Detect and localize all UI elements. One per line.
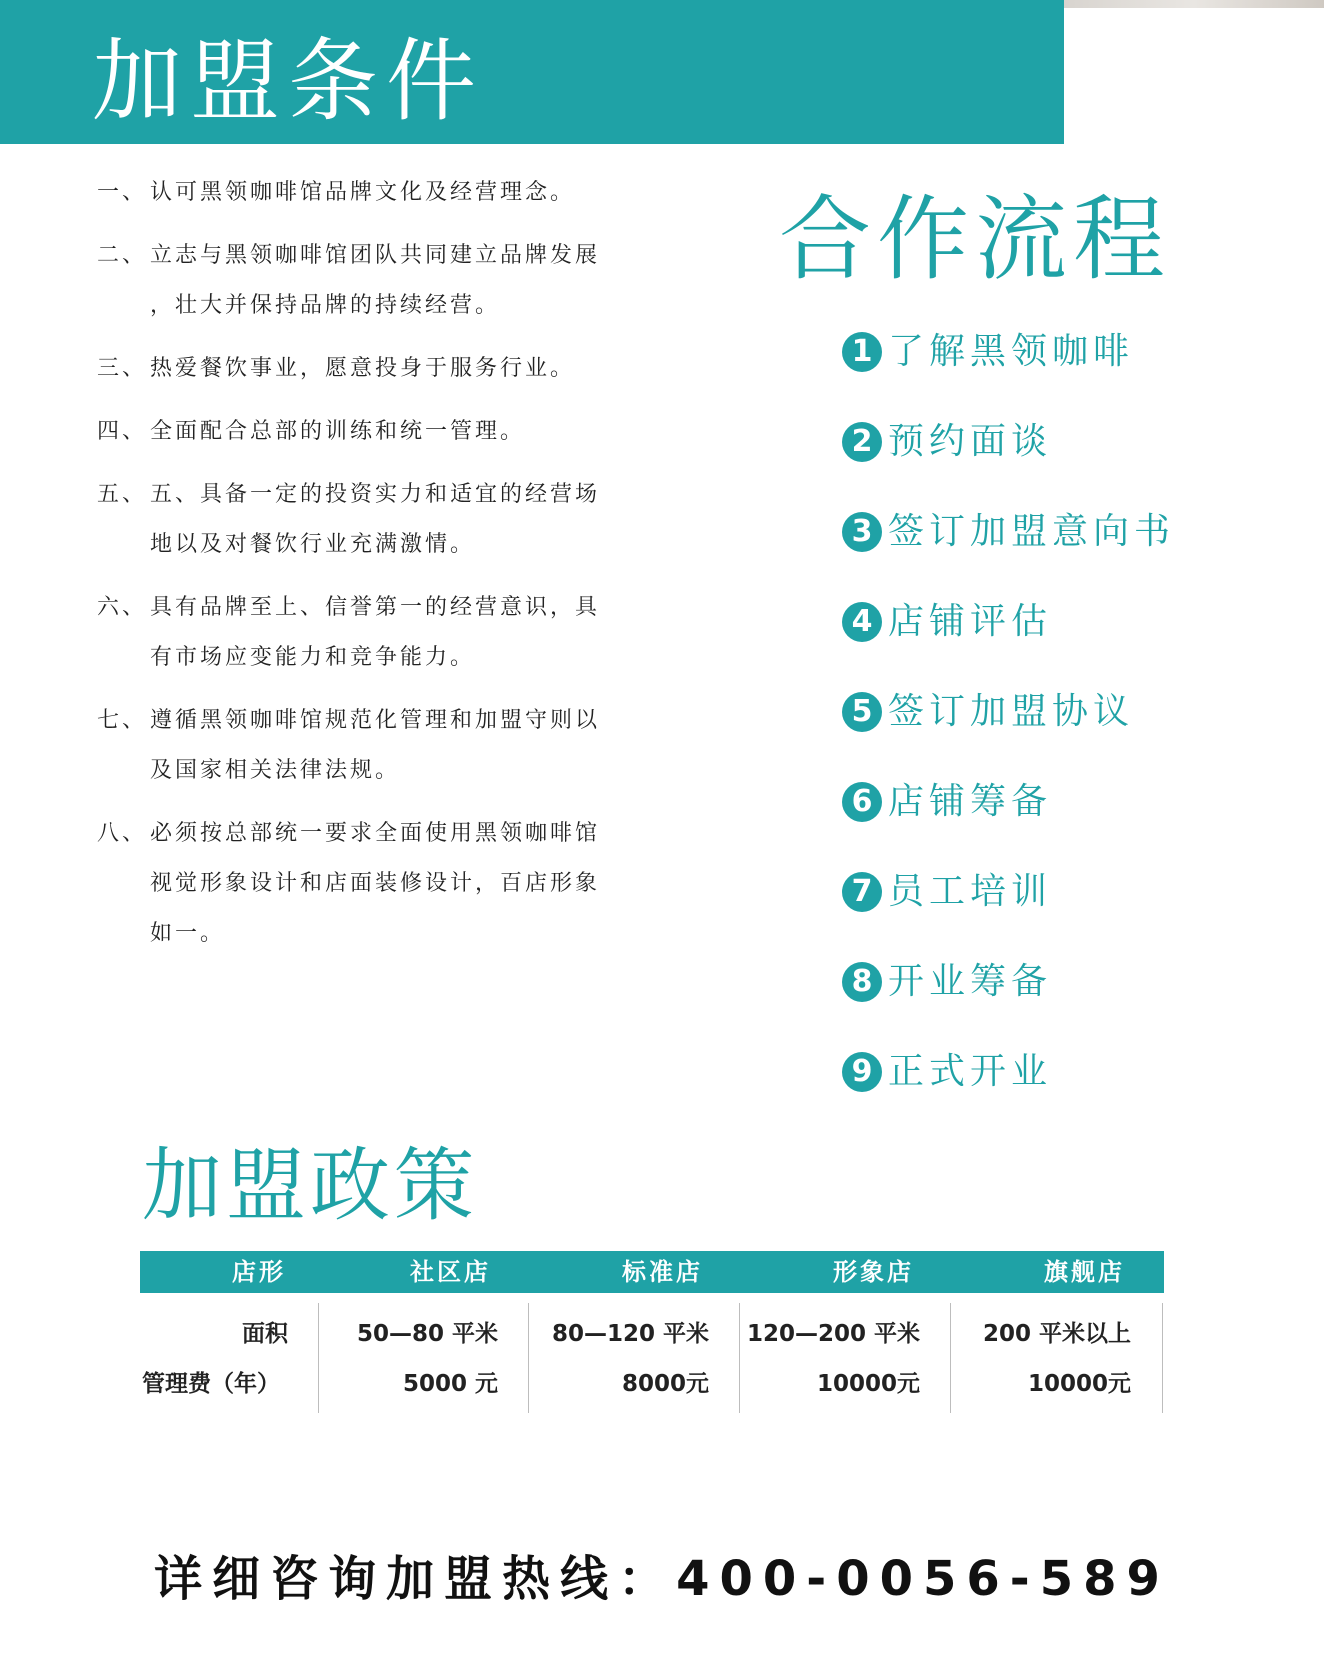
condition-item (97, 344, 637, 394)
conditions-list (97, 168, 637, 972)
header-cell: 形象店 (833, 1258, 914, 1286)
condition-item (97, 470, 637, 570)
step-number-badge: 6 (842, 782, 882, 822)
fee-value: 8000元 (621, 1371, 709, 1397)
step-number-badge: 1 (842, 332, 882, 372)
condition-line: 认可黑领咖啡馆品牌文化及经营理念。 (150, 180, 576, 205)
condition-number: 四、 (97, 419, 148, 444)
column-divider (528, 1303, 529, 1413)
condition-line: 视觉形象设计和店面装修设计，百店形象 (150, 871, 601, 896)
condition-line: ，壮大并保持品牌的持续经营。 (150, 293, 501, 318)
condition-item (97, 231, 637, 331)
process-step (842, 330, 1175, 420)
process-step (842, 420, 1175, 510)
column-divider (950, 1303, 951, 1413)
condition-line: 五、具备一定的投资实力和适宜的经营场 (150, 482, 601, 507)
process-step (842, 960, 1175, 1050)
step-number-badge: 5 (842, 692, 882, 732)
condition-line: 立志与黑领咖啡馆团队共同建立品牌发展 (150, 243, 601, 268)
condition-number: 五、 (97, 482, 148, 507)
condition-item (97, 168, 637, 218)
process-step (842, 690, 1175, 780)
condition-line: 遵循黑领咖啡馆规范化管理和加盟守则以 (150, 708, 601, 733)
condition-item (97, 696, 637, 796)
step-label: 正式开业 (888, 1051, 1053, 1092)
condition-line: 具有品牌至上、信誉第一的经营意识，具 (150, 595, 601, 620)
header-cell: 店形 (232, 1258, 286, 1286)
process-step (842, 510, 1175, 600)
condition-line: 如一。 (150, 921, 226, 946)
corner-photo (1064, 0, 1324, 8)
step-label: 预约面谈 (888, 421, 1053, 462)
header-cell: 社区店 (410, 1258, 491, 1286)
policy-title: 加盟政策 (142, 1139, 478, 1232)
fee-value: 10000元 (816, 1371, 920, 1397)
header-cell: 旗舰店 (1044, 1258, 1125, 1286)
condition-line: 有市场应变能力和竞争能力。 (150, 645, 476, 670)
condition-line: 全面配合总部的训练和统一管理。 (150, 419, 526, 444)
area-value: 50—80 平米 (356, 1321, 498, 1347)
step-label: 签订加盟意向书 (888, 511, 1176, 552)
step-label: 店铺评估 (888, 601, 1053, 642)
condition-line: 热爱餐饮事业，愿意投身于服务行业。 (150, 356, 576, 381)
condition-item (97, 583, 637, 683)
step-label: 员工培训 (888, 871, 1053, 912)
header-cell: 标准店 (622, 1258, 703, 1286)
condition-number: 七、 (97, 708, 148, 733)
area-value: 120—200 平米 (746, 1321, 920, 1347)
step-number-badge: 8 (842, 962, 882, 1002)
page-title: 加盟条件 (92, 29, 484, 134)
condition-item (97, 809, 637, 959)
condition-item (97, 407, 637, 457)
process-steps (842, 330, 1175, 1140)
fee-value: 10000元 (1027, 1371, 1131, 1397)
column-divider (1162, 1303, 1163, 1413)
condition-number: 六、 (97, 595, 148, 620)
condition-number: 一、 (97, 180, 148, 205)
row-label-area: 面积 (242, 1321, 288, 1347)
process-step (842, 780, 1175, 870)
step-label: 开业筹备 (888, 961, 1053, 1002)
condition-line: 地以及对餐饮行业充满激情。 (150, 532, 476, 557)
step-number-badge: 3 (842, 512, 882, 552)
process-title: 合作流程 (779, 186, 1172, 293)
area-value: 80—120 平米 (551, 1321, 709, 1347)
condition-number: 三、 (97, 356, 148, 381)
step-number-badge: 2 (842, 422, 882, 462)
condition-line: 必须按总部统一要求全面使用黑领咖啡馆 (150, 821, 601, 846)
area-value: 200 平米以上 (982, 1321, 1131, 1347)
step-label: 签订加盟协议 (888, 691, 1135, 732)
process-step (842, 600, 1175, 690)
step-label: 店铺筹备 (888, 781, 1053, 822)
row-label-fee: 管理费（年） (142, 1371, 280, 1397)
column-divider (739, 1303, 740, 1413)
step-number-badge: 9 (842, 1052, 882, 1092)
column-divider (318, 1303, 319, 1413)
condition-number: 八、 (97, 821, 148, 846)
hotline-text: 详细咨询加盟热线：400-0056-589 (154, 1551, 1170, 1607)
step-number-badge: 7 (842, 872, 882, 912)
step-label: 了解黑领咖啡 (888, 331, 1135, 372)
condition-number: 二、 (97, 243, 148, 268)
process-step (842, 1050, 1175, 1140)
process-step (842, 870, 1175, 960)
fee-value: 5000 元 (402, 1371, 498, 1397)
step-number-badge: 4 (842, 602, 882, 642)
policy-table-header (140, 1251, 1164, 1293)
condition-line: 及国家相关法律法规。 (150, 758, 401, 783)
